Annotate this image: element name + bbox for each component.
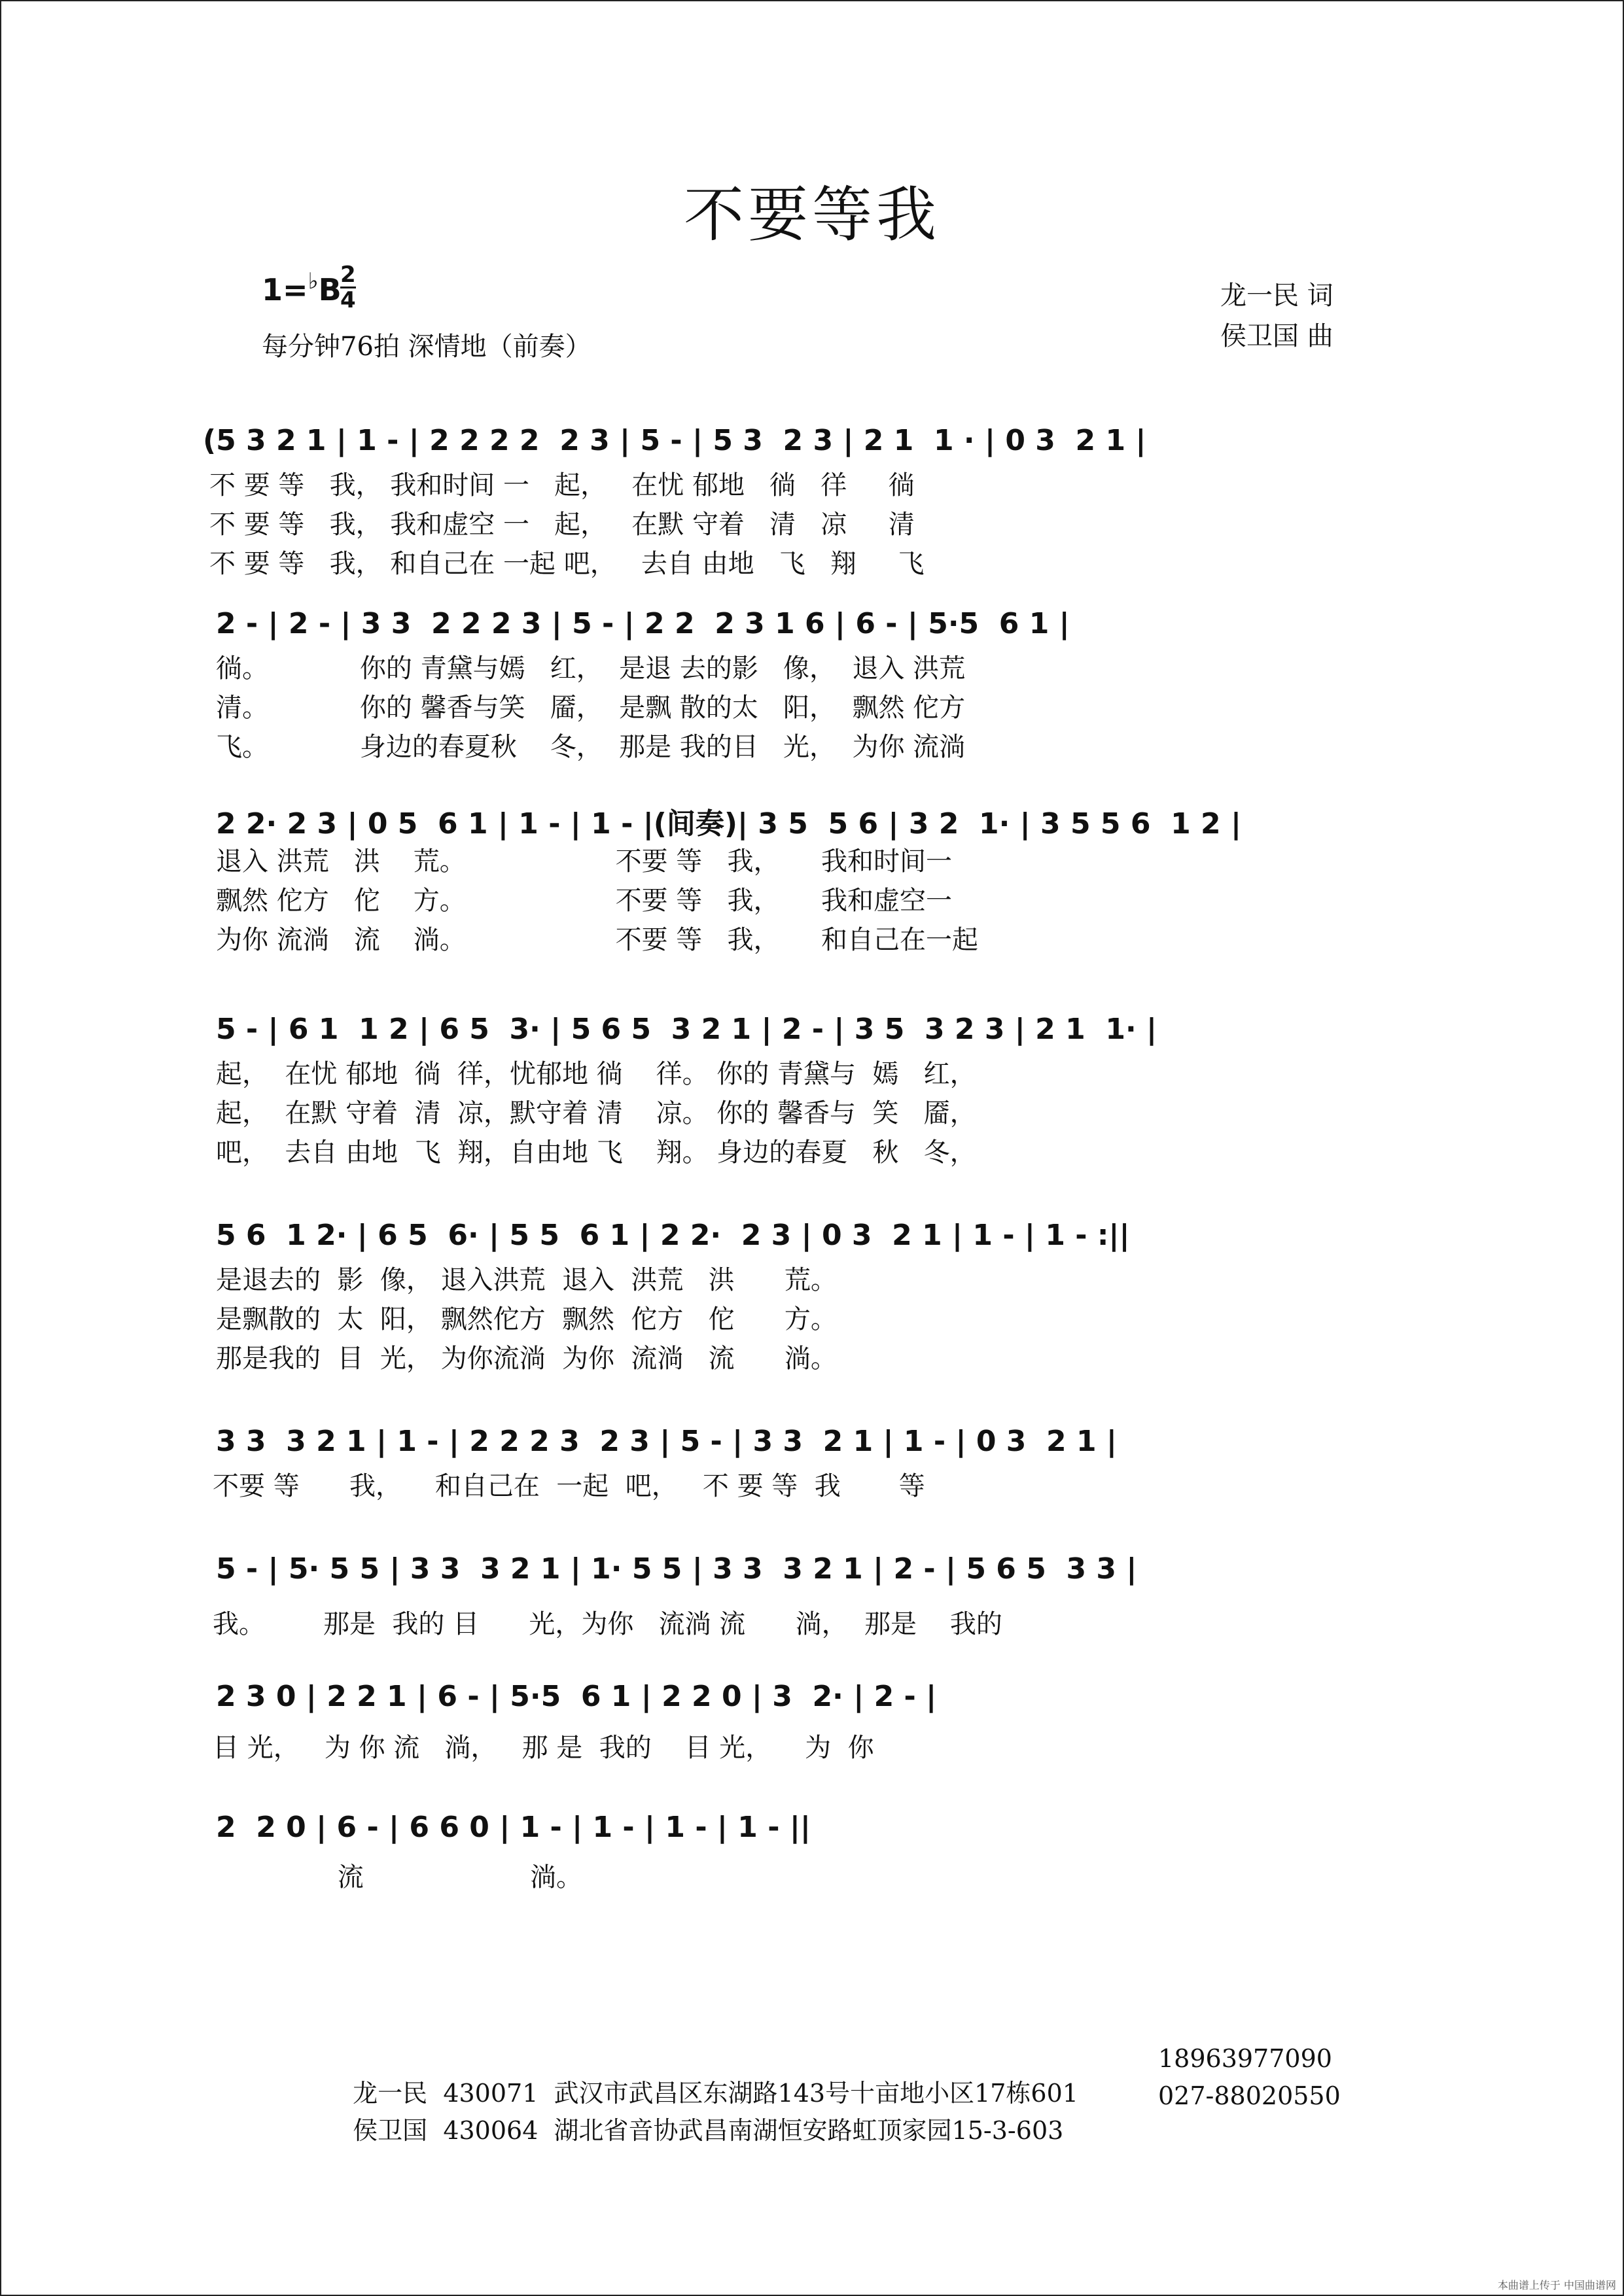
footer-address: 侯卫国 430064 湖北省音协武昌南湖恒安路虹顶家园15-3-603 — [353, 2116, 1064, 2145]
lyric-verse-3: 吧， 去自 由地 飞 翔，自由地 飞 翔。 身边的春夏 秋 冬， — [216, 1138, 976, 1168]
score-system-5 — [203, 1200, 1381, 1377]
notes-text: 2 2 0 | 6 - | 6 6 0 | 1 - | 1 - | 1 - | 1 - || — [216, 1811, 811, 1844]
footer-phone: 027-88020550 — [1158, 2081, 1341, 2110]
lyric-verse-1: 退入 洪荒 洪 荒。 不要 等 我， 我和时间一 — [216, 846, 953, 877]
lyric-verse-1: 流 淌。 — [213, 1862, 583, 1892]
lyric-verse-1: 起， 在忧 郁地 徜 徉，忧郁地 徜 徉。 你的 青黛与 嫣 红， — [216, 1059, 976, 1089]
notation-line — [203, 994, 1381, 1053]
notation-line — [203, 1661, 1381, 1720]
notation-line — [203, 406, 1381, 464]
score-system-9 — [203, 1792, 1381, 1896]
notation-line — [203, 1406, 1381, 1465]
notes-text: 5 - | 6 1 1 2 | 6 5 3· | 5 6 5 3 2 1 | 2 - | 3 5 3 2 3 | 2 1 1· | — [216, 1013, 1157, 1046]
score-system-2 — [203, 589, 1381, 765]
lyric-verse-2: 起， 在默 守着 清 凉，默守着 清 凉。 你的 馨香与 笑 靥， — [216, 1098, 976, 1128]
footer-phone: 18963977090 — [1158, 2044, 1332, 2073]
score-system-4 — [203, 994, 1381, 1171]
lyric-verse-2: 飘然 佗方 佗 方。 不要 等 我， 我和虚空一 — [216, 886, 953, 916]
lyricist-credit: 龙一民 词 — [1220, 281, 1333, 311]
notation-line — [203, 1200, 1381, 1259]
lyric-verse-3: 那是我的 目 光， 为你流淌 为你 流淌 流 淌。 — [216, 1344, 837, 1374]
site-watermark: 本曲谱上传于 中国曲谱网 — [1497, 2279, 1616, 2291]
key-signature — [262, 268, 342, 307]
notation-line — [203, 1792, 1381, 1851]
score-system-3 — [203, 782, 1381, 958]
tempo-marking: 每分钟76拍 深情地（前奏） — [262, 332, 591, 362]
time-signature — [340, 263, 356, 312]
key-note: B — [318, 272, 342, 307]
lyric-verse-2: 不 要 等 我， 我和虚空 一 起， 在默 守着 清 凉 清 — [209, 510, 915, 540]
notes-text: 2 3 0 | 2 2 1 | 6 - | 5·5 6 1 | 2 2 0 | 3 2· | 2 - | — [216, 1680, 937, 1713]
composer-credit: 侯卫国 曲 — [1220, 321, 1333, 351]
notation-line — [203, 782, 1381, 841]
page-title: 不要等我 — [683, 180, 940, 250]
lyric-verse-1: 是退去的 影 像， 退入洪荒 退入 洪荒 洪 荒。 — [216, 1265, 837, 1295]
flat-sign: ♭ — [308, 268, 319, 294]
meter-top: 2 — [340, 262, 356, 288]
notes-text: 5 6 1 2· | 6 5 6· | 5 5 6 1 | 2 2· 2 3 | 0 3 2 1 | 1 - | 1 - :|| — [216, 1219, 1130, 1252]
lyric-verse-3: 不 要 等 我， 和自己在 一起 吧， 去自 由地 飞 翔 飞 — [209, 549, 925, 579]
notes-text: 5 - | 5· 5 5 | 3 3 3 2 1 | 1· 5 5 | 3 3 3 2 1 | 2 - | 5 6 5 3 3 | — [216, 1552, 1137, 1586]
footer-address: 龙一民 430071 武汉市武昌区东湖路143号十亩地小区17栋601 — [353, 2079, 1078, 2108]
lyric-verse-2: 清。 你的 馨香与笑 靥， 是飘 散的太 阳， 飘然 佗方 — [216, 693, 966, 723]
lyric-verse-2: 是飘散的 太 阳， 飘然佗方 飘然 佗方 佗 方。 — [216, 1304, 837, 1334]
footer-line-2 — [337, 2081, 1341, 2175]
score-system-6 — [203, 1406, 1381, 1505]
notes-text: (5 3 2 1 | 1 - | 2 2 2 2 2 3 | 5 - | 5 3 2 3 | 2 1 1 · | 0 3 2 1 | — [203, 424, 1146, 457]
lyric-verse-1: 目 光， 为 你 流 淌， 那 是 我的 目 光， 为 你 — [213, 1733, 874, 1763]
lyric-verse-1: 不 要 等 我， 我和时间 一 起， 在忧 郁地 徜 徉 徜 — [209, 470, 915, 500]
lyric-verse-3: 为你 流淌 流 淌。 不要 等 我， 和自己在一起 — [216, 925, 979, 955]
meter-bottom: 4 — [340, 287, 356, 313]
notes-text: 3 3 3 2 1 | 1 - | 2 2 2 3 2 3 | 5 - | 3 3 2 1 | 1 - | 0 3 2 1 | — [216, 1425, 1117, 1458]
notation-line — [203, 1534, 1381, 1593]
lyric-verse-1: 徜。 你的 青黛与嫣 红， 是退 去的影 像， 退入 洪荒 — [216, 653, 966, 684]
notes-text: 2 - | 2 - | 3 3 2 2 2 3 | 5 - | 2 2 2 3 1 6 | 6 - | 5·5 6 1 | — [216, 607, 1070, 640]
lyric-verse-1: 我。 那是 我的 目 光，为你 流淌 流 淌， 那是 我的 — [213, 1609, 1002, 1639]
score-system-7 — [203, 1534, 1381, 1643]
lyric-verse-3: 飞。 身边的春夏秋 冬， 那是 我的目 光， 为你 流淌 — [216, 732, 966, 762]
score-system-1 — [203, 406, 1381, 582]
lyric-verse-1: 不要 等 我， 和自己在 一起 吧， 不 要 等 我 等 — [213, 1471, 925, 1501]
key-tonic: 1= — [262, 272, 308, 307]
notation-line — [203, 589, 1381, 648]
score-system-8 — [203, 1661, 1381, 1766]
notes-text: 2 2· 2 3 | 0 5 6 1 | 1 - | 1 - |(间奏)| 3 5 5 6 | 3 2 1· | 3 5 5 6 1 2 | — [216, 807, 1242, 841]
